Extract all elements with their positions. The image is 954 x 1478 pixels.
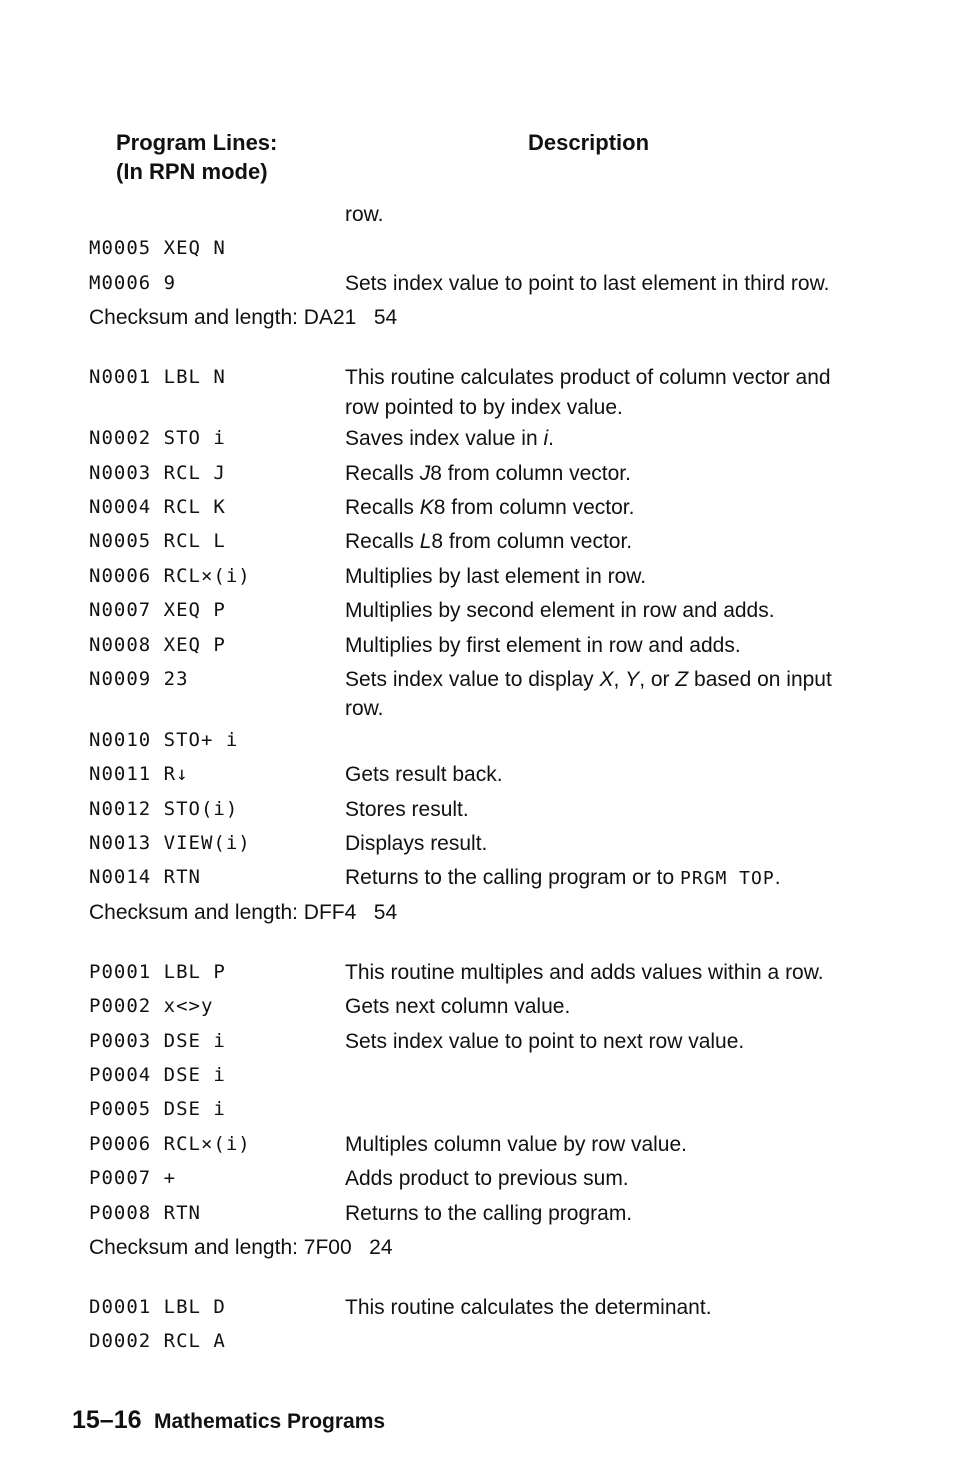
lcd-display-text: PRGM TOP	[680, 868, 775, 890]
program-line-row	[89, 1325, 869, 1359]
description-text: Returns to the calling program.	[345, 1201, 633, 1225]
program-line-row	[89, 956, 869, 990]
program-line-code: P0002 x<>y	[89, 995, 214, 1018]
description-text: Sets index value to display X, Y, or Z based on input row.	[345, 667, 832, 721]
program-line-row	[89, 663, 869, 724]
description-text: This routine calculates the determinant.	[345, 1295, 712, 1319]
program-line-code: P0008 RTN	[89, 1201, 201, 1224]
program-line-row	[89, 232, 869, 266]
program-line-description	[345, 560, 869, 592]
section-title: Mathematics Programs	[153, 1410, 386, 1433]
program-line-row	[89, 1025, 869, 1059]
program-line-description	[345, 1059, 869, 1061]
program-line-code: N0008 XEQ P	[89, 633, 226, 656]
program-line-code: N0006 RCL×(i)	[89, 564, 251, 587]
description-text: Sets index value to point to next row value.	[345, 1029, 745, 1053]
program-lines-header-mode: (In RPN mode)	[116, 159, 268, 184]
program-line-code: N0004 RCL K	[89, 495, 226, 518]
program-line-row	[89, 1128, 869, 1162]
program-line-description	[345, 198, 869, 230]
program-line-description	[345, 422, 869, 454]
program-line-code: P0001 LBL P	[89, 960, 226, 983]
program-line-description	[345, 232, 869, 234]
program-line-row	[89, 198, 869, 232]
program-line-description	[345, 629, 869, 661]
description-text: Stores result.	[345, 797, 469, 821]
program-line-row	[89, 1059, 869, 1093]
description-text: Multiplies by first element in row and adds.	[345, 633, 741, 657]
program-section	[89, 198, 869, 337]
program-line-row	[89, 827, 869, 861]
description-text: Adds product to previous sum.	[345, 1167, 629, 1191]
program-line-description	[345, 861, 869, 894]
description-text: Multiples column value by row value.	[345, 1132, 687, 1156]
program-line-description	[345, 990, 869, 1022]
program-line-row	[89, 267, 869, 301]
description-text: Recalls J8 from column vector.	[345, 461, 631, 485]
program-line-row	[89, 1162, 869, 1196]
program-section	[89, 1291, 869, 1360]
description-text: Gets next column value.	[345, 995, 571, 1019]
program-section	[89, 956, 869, 1267]
program-line-code: P0006 RCL×(i)	[89, 1132, 251, 1155]
program-line-code: M0006 9	[89, 271, 177, 294]
description-suffix: .	[774, 866, 781, 890]
program-line-code: N0001 LBL N	[89, 366, 226, 389]
program-line-row	[89, 990, 869, 1024]
program-line-code: D0001 LBL D	[89, 1295, 226, 1318]
program-line-code: P0003 DSE i	[89, 1029, 226, 1052]
section-gap	[89, 1267, 869, 1291]
program-line-description	[345, 1197, 869, 1229]
page-number: 15–16	[72, 1406, 142, 1434]
description-text: This routine calculates product of column vector and row pointed to by index value.	[345, 366, 831, 419]
checksum-line: Checksum and length: DFF4 54	[89, 900, 398, 924]
program-line-row	[89, 594, 869, 628]
page-footer	[72, 1406, 385, 1435]
description-text: Recalls L8 from column vector.	[345, 530, 633, 554]
program-line-description	[345, 1162, 869, 1194]
program-line-code	[89, 198, 345, 200]
checksum-line: Checksum and length: 7F00 24	[89, 1235, 393, 1259]
program-line-row	[89, 1093, 869, 1127]
program-lines-header-title: Program Lines:	[116, 130, 278, 155]
program-line-description	[345, 361, 869, 422]
program-line-code: N0012 STO(i)	[89, 797, 239, 820]
program-line-code: N0011 R↓	[89, 763, 189, 786]
program-line-row	[89, 629, 869, 663]
description-text: Saves index value in i.	[345, 427, 554, 451]
program-line-row	[89, 758, 869, 792]
program-line-description	[345, 457, 869, 489]
program-line-description	[345, 1025, 869, 1057]
program-line-code: D0002 RCL A	[89, 1330, 226, 1353]
program-lines-header	[116, 128, 346, 186]
program-line-row	[89, 560, 869, 594]
program-line-description	[345, 793, 869, 825]
program-line-row	[89, 793, 869, 827]
program-line-description	[345, 663, 869, 724]
description-text: Returns to the calling program or to	[345, 866, 680, 890]
program-line-code: N0014 RTN	[89, 866, 201, 889]
program-line-row	[89, 457, 869, 491]
program-line-description	[345, 1291, 869, 1323]
program-line-code: P0007 +	[89, 1167, 177, 1190]
program-line-code: N0013 VIEW(i)	[89, 832, 251, 855]
program-line-description	[345, 594, 869, 626]
program-line-description	[345, 525, 869, 557]
description-text: Displays result.	[345, 832, 488, 856]
program-line-row	[89, 525, 869, 559]
program-line-row	[89, 422, 869, 456]
program-line-row	[89, 1197, 869, 1231]
program-listing	[89, 198, 869, 1360]
program-line-description	[345, 267, 869, 299]
program-line-row	[89, 361, 869, 422]
section-gap	[89, 932, 869, 956]
program-line-code: N0005 RCL L	[89, 530, 226, 553]
program-line-code: N0009 23	[89, 667, 189, 690]
program-line-code: P0004 DSE i	[89, 1064, 226, 1087]
program-line-description	[345, 1093, 869, 1095]
checksum-line: Checksum and length: DA21 54	[89, 306, 398, 330]
program-line-code: M0005 XEQ N	[89, 237, 226, 260]
program-line-description	[345, 1325, 869, 1327]
description-text: row.	[345, 203, 384, 226]
program-line-code: N0010 STO+ i	[89, 728, 239, 751]
program-line-description	[345, 758, 869, 790]
program-line-code: P0005 DSE i	[89, 1098, 226, 1121]
description-text: Recalls K8 from column vector.	[345, 495, 635, 519]
description-text: Gets result back.	[345, 763, 503, 787]
program-line-row	[89, 861, 869, 895]
program-section	[89, 361, 869, 932]
program-line-description	[345, 491, 869, 523]
description-text: Multiplies by last element in row.	[345, 564, 647, 588]
program-line-row	[89, 1291, 869, 1325]
description-header: Description	[528, 130, 650, 155]
description-text: Sets index value to point to last element in third row.	[345, 271, 830, 295]
description-text: This routine multiples and adds values within a row.	[345, 960, 824, 984]
program-line-row	[89, 491, 869, 525]
program-line-description	[345, 827, 869, 859]
program-line-code: N0003 RCL J	[89, 461, 226, 484]
program-line-description	[345, 724, 869, 726]
program-line-description	[345, 1128, 869, 1160]
program-line-description	[345, 956, 869, 988]
program-line-row	[89, 724, 869, 758]
description-text: Multiplies by second element in row and adds.	[345, 599, 775, 623]
section-gap	[89, 337, 869, 361]
program-line-code: N0002 STO i	[89, 427, 226, 450]
program-line-code: N0007 XEQ P	[89, 599, 226, 622]
